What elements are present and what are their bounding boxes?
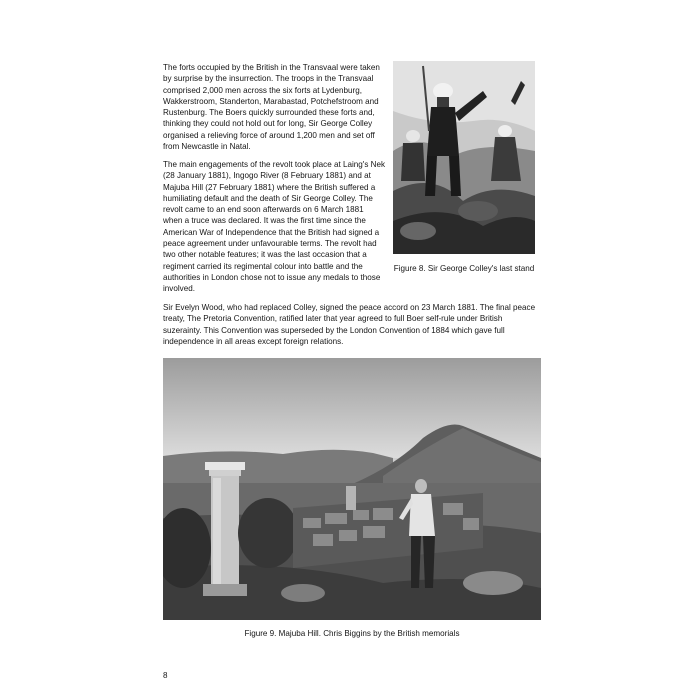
majuba-hill-photo <box>163 358 541 620</box>
figure-8-caption: Figure 8. Sir George Colley's last stand <box>393 264 535 273</box>
paragraph-forts: The forts occupied by the British in the Transvaal were taken by surprise by the insurrection. The troops in the Transvaal comprised 2,000 men across the six forts at Lydenburg, Wakkerstroom, Standerton, Marabastad, Potchefstroom and Rustenburg. The Boers quickly surrounded these forts and, thinking they could not hold out for long, Sir George Colley organised a relieving force of around 1,200 men and set off from Newcastle in Natal. <box>163 63 380 152</box>
figure-9-caption: Figure 9. Majuba Hill. Chris Biggins by the British memorials <box>244 629 460 638</box>
page-number: 8 <box>163 671 168 680</box>
paragraph-peace-accord: Sir Evelyn Wood, who had replaced Colley, signed the peace accord on 23 March 1881. The final peace treaty, The Pretoria Convention, ratified later that year agreed to full Boer self-rule under British suzerainty. This Convention was superseded by the London Convention of 1884 which gave full independence in all areas except foreign relations. <box>163 303 536 346</box>
figure-8-illustration <box>393 61 535 254</box>
colley-last-stand-engraving <box>393 61 535 254</box>
figure-9-photo <box>163 358 541 620</box>
paragraph-engagements: The main engagements of the revolt took place at Laing's Nek (28 January 1881), Ingogo River (8 February 1881) and at Majuba Hill (27 February 1881) where the British suffered a humiliating default and the death of Sir George Colley. The revolt came to an end soon afterwards on 6 March 1881 when a truce was declared. It was the first time since the American War of Independence that the British had signed a peace agreement under unfavourable terms. The revolt had two other notable features; it was the last occasion that a regiment carried its regimental colour into battle and the authorities in London chose not to issue any medals to those involved. <box>163 160 386 294</box>
